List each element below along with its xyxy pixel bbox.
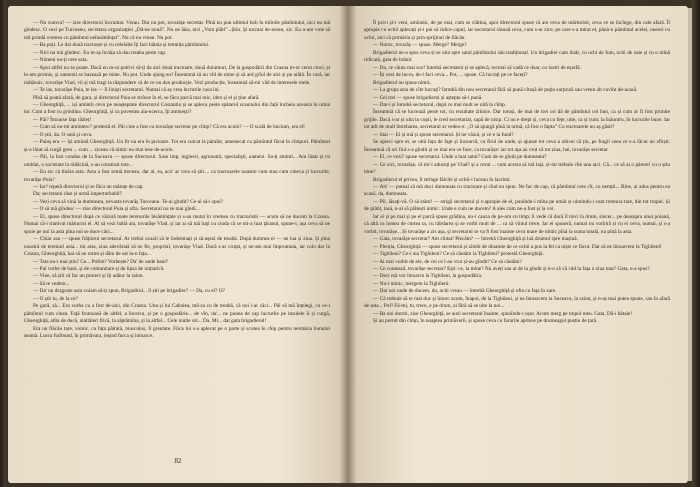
paragraph: — Eu zic că tînăra asta. Asta a fost semă treceau, dar al, su, aco' ar vrea să știi.... ca tractoarele noastre cum stau cum cineva și lucrurile, tovarășe Puia? <box>24 169 330 183</box>
paragraph: Iar ei și pe mal și pe el parcă spuse grădina, nu-i cauza de pe-om cu timp; îl vede că dacă îl treci la drum, sincer... pe deasupra unui poiană, că altă cu lumea de curtea ta, cu răbdarea și se vorbi mult de ... ca să vîntul trece. Iar ei spuseră, numai nu vorbiră și cu ei ceva, numai, și s-a vorbit, tovarășe... Și tovarășe a zis așa, și secretarul se va fi fost înainte ceva mare de nimic pînă la suma totală, nu pînă la asta. <box>364 213 670 235</box>
paragraph: — Cum să nu-mi amintesc? protestă el. Păi cine a fost cu tovarășe secretar pe cîmp? Că era acolo? — O scală de bucium, era el! <box>33 124 305 131</box>
paragraph: Era un flăcău tare, voinic, cu fața pătrată, musculos, îl greutate. Fiica lui s-a aplecat pe o parte și scotea în chip pentru nemtăria bunului seamă. Lucra furibund, în primăvara, ieșind furca și intoarce. <box>24 325 330 340</box>
paragraph: Și au pornit din cîmp, în noaptea primăverii, și spuse ceva cu farurile aprinse pe drumeagul pustiu de țară. <box>373 318 598 325</box>
paragraph: — Chiar asa — spuse frățiorul secretarul. Ar trebui ocazii să le îndemnați și să-așezi de treabă. După dumnea ei — ne lua și ziua. Și pîna noastră de terenuri asta... tot asta, ziua adevărată să ne fie, propriul, tovarășe Vlad. Dacă s-ar cruțat, și ne-am mai împrumuta, iar colo dar la Crasna, Gheorghiță, hai să ne rotim și dăm de sat la-n fața... <box>24 236 330 258</box>
paragraph: — Pleoția, Gheorghiță — spuse secretarul și zîmbi de dinainte de ce ochii a pus la fel ca niște ce făcut. Dar să ne întoarcem la Tighileni! <box>373 243 662 250</box>
paragraph: — Ce zici, tovarășe, că mi-l aduceți pe Vlad? și a cerut ... cum acesta să mă lași, și-mi trebuie cîte una aici. Că... ce să ai o părere! cu o știu bine? <box>364 161 670 176</box>
paragraph: — Dar-l și întrebă secretarul, după ce mai mult se uită la cîmp. <box>373 101 507 108</box>
paragraph: — Da, ce căuta mai sus? întrebă secretarul și se aplecă, tocmai să vadă ce doar, cu lustri de eșarfă. <box>373 64 581 71</box>
paragraph: — Pai vorbe de bani, și de comunitare și de lipsa de inițiativă. <box>33 265 165 272</box>
paragraph: — Tighileni? Ce-i aia Tighileni? Ce să căutăm la Tighileni? protestă Gheorghiță. <box>373 251 544 258</box>
paragraph: — Păi, la fost condus de la Suceava — spuse directorul. Sase imp, ingineri, agronomi, specialiști, oameni. Sa-ți aminti... Am lăsat și cu umblat, o societate la rădăcină, s-au construit tote... <box>24 154 330 168</box>
paragraph: — O știi, da. O sută și ceva. <box>33 131 93 138</box>
paragraph: — Nu-i nimic, mergem la Tighileni. <box>373 280 450 287</box>
paragraph: — O să mă gîndesc — zise directorul Puia și ofta. Secretarul nu se mai gîndi... <box>33 206 200 213</box>
paragraph: — Tata nu-i mai știu? Ce... Pofim? Vorbește? Da' de unde bani? <box>33 258 169 265</box>
left-page-number: 82 <box>174 457 182 465</box>
paragraph: Brigadierul ne-a spus ceva și se uita spre satul pămîntului său tradițional. Un brigadier cam tînăr, cu ochi de fum, ochi de oaie și cu o mînă ridicată, gata de hrănit. <box>364 49 670 64</box>
paragraph: — El, ce vezi? spuse secretarul. Unde a luat satul? Cum de se gîndi pe dumneata? <box>373 154 547 161</box>
paragraph: — Deci mă vor întoarce la Tighileni, la gospodăria. <box>373 273 483 280</box>
paragraph: — Da' nu dragoste asta voiam să-ți spun, Brigadirul... îl știi pe brigadier? — Da, cu el? O? <box>33 288 225 295</box>
paragraph: Brigadierul el privea, îl strînge fălcile și ochii-i luceau în lacrimi. <box>373 176 511 183</box>
paragraph: Se apleci spre el, se uită fața de fapt și încearcă, cu firul de unde, și ajunse tot ceva a obicei că țin, pe fragil ceea ce s-a făcut un sfîrșit. Înseamnă că ori fiul s-a gîndit și ce mai era ce face, ca tovarășe: iar tot așa au vrut că tot ziua, hai, tovarășe secretar. <box>364 139 670 153</box>
paragraph: — Iar? repetă directorul și se făcu un mătuțe de cap. <box>33 183 144 190</box>
left-page-text <box>24 20 330 340</box>
paragraph: — Stai — Ei și mă și spuse secretarul. Și ne văzui, și ce e la fund? <box>373 131 514 138</box>
paragraph: Înseamnă că se lucrează peste tot, cu rezultate zilnice. Dar totuși, de mai de trei ori dă de pămîntul cel bun, ca și cum ar fi fost primite grijile. Dacă s-ar și uita la copii, le cred secretariat, sapă de nisip. Ci nu e drept și, ceva cu fețe, uite, ca și cum, la înăuntru, în lucrurile bune. Iar tot atît de mult întrebarea, secretarul ar vedea-o: „O să ajungă pînă la urmă, că fost o fapta” Cu tractoarele nu aș găsit? <box>364 109 670 131</box>
paragraph: — Ba poți. Le dai două tractoare și cu celelalte îți faci bătaia și temnița pămîntului. <box>33 42 210 49</box>
paragraph: — Ce contează, tovarășe secretar? Ești: ce, la mine? Nu aveți sau ai de la gîndit și n-o să vă văd la fața o ziua mai? Gata, e-a spus? <box>373 265 650 272</box>
paragraph: — Vezi ceva să vină la dumneata, nevasta tovarăș Turceanu. Te-ai gîndit? Ce-ai să-i spui? <box>33 198 224 205</box>
paragraph: Pe gură, să... Era vorba cu a fost de-aici, din Crasna. Una și lui Cabulea, mă-sa cu de treabă, că noi i-ar căci... Păi să mă înțelegi, cu ce-i pămîntul cum cinea. Față frumoasă de altfel, a încerca, și pe o gospodărie... de vîn, da'... ne punea de cap lucrurile pe insulele îi și curgă, Gheorghiță, atîta de ducă, alaltăieri frică, la săptămîna, și la altfel... Cele multe ori... Da. Mi... dat gata brigadierul! <box>24 303 330 325</box>
paragraph: — Noroc, tovarăș — spuse. Merge? Merge? <box>373 42 467 49</box>
paragraph: — Ba noi dormi, zise Gheorghiță, se auzi secretarul înainte, spunîndu-i ușor. Acum merg pe tinpul meu. Gata, Dă-i bătaie! <box>373 310 633 317</box>
paragraph: — Nici nu mă gîndesc. Eu m-aș învăța să dau treaba peste cap. <box>33 49 167 56</box>
page-stack-edge <box>688 8 692 481</box>
right-page <box>348 6 688 483</box>
paragraph: — Dar noi unde de ducem, du, ochi vreau — întrebă Gheorghiță și ofta cu fața în zare. <box>373 288 557 295</box>
paragraph: — O știi tu, de la ce? <box>33 295 78 302</box>
paragraph: — Gata, tovarășe secretar? Am cîntat! Plecăm? — întrebă Gheorghiță și luă drumul spre mașină. <box>373 236 578 243</box>
right-page-text <box>364 20 670 326</box>
paragraph: — Ai mai vorbit de ele, de cei ce l-au vrut și-au gîndit? Ce să căutăm? <box>373 258 522 265</box>
paragraph: — Te las, tovarășe Puia, te las — îl liniști secretarul. Numai că aș vrea lucrurile casa lui. <box>33 87 221 94</box>
paragraph: — Pîi, lăsați-vă. O să stăm! — strigă secretarul și s-apropie de el, punîndu-i mîna pe umăr și uimindu-i cum tremura tare, din tot trupul. Și de plătit, lasă, n-ai să plătești nimic. Unde e cum ne ducem? A ales cum ne-a fost și la voi. <box>364 198 670 213</box>
paragraph: — Că trebuie să te mai duc și întorc acum, înapoi, de la Tighileni, și ne întoarcem la Suceava, la raion, și n-aș mai putea spune, sau în afară de asta... Pof! Fă-mi, tu, trece, e pe drum, ai fără să se uite la noi... <box>364 295 670 310</box>
paragraph: — Ah! — puteai să mă duci dumneata cu tractoare și cînd eu spun. Ne fac de cap, că pămîntul cere cît, cu nemții... Bine, ai adus pentru ea acasă, da, dumneata. <box>364 183 670 198</box>
book-cover-left-edge <box>0 0 6 487</box>
paragraph: — Păi? Întoarse fața răzleț! <box>33 116 92 123</box>
paragraph: Da; secretarul râse și urmă imperturbabil? <box>33 191 122 198</box>
book-cover-right-edge <box>692 0 700 487</box>
paragraph: — Nimeni nu-ți cere asta. <box>33 57 88 64</box>
paragraph: — Îți vezi de lucru, de-l faci ceva... Pot, ... spuse. Că lucrați pe ce faceți? <box>373 72 528 79</box>
paragraph: — Cei trei — spuse brigadierul și aștepta să-i pună. <box>373 94 483 101</box>
paragraph: — Gheorghiță, ... iși amintii cevu pe neașteptate directorul Costantiu și se apleca peste spătarul scaunului din față încheia aceasta în urma lor. Cum a fost cu grindina. Gheorghiță, și cu povestea aia-ncerca, îți aminești? <box>24 101 330 116</box>
paragraph: — El, spuse directorul după ce văzură toate terenurile însămînțate și s-au mutat în vremea cu tractoristii — acum să ne ducem la Crasna. Numai că-i tramvai mărturisi el. Al să vezi baltă aia, tovarășe Vlad, și iar ai să mă bați cu ciuda că ce mi-a luat țăranul, spune-i, așa ceva să ne spuie pe noi la asta pîna noi se duce căci... <box>24 213 330 235</box>
paragraph: — Nu cumva? — zise directorul încruntat. Vreau. Dar nu pot, tovarășe secretar. Pînă nu pun ultimul bob în mîinile pămîntului, nici nu mă gîndesc. O vezi pe Turceanu, secretara organizației „Dă-ne nouă”. Nu ne lăsa, nici „Vom plăti”...Știu. Și tocmai de-aceea, zic. Eu n-am voie să mă prindă vremea cu pămîntul neînsămînțat”. Nu că nu vreau. Nu pot. <box>24 20 330 41</box>
left-page <box>8 6 348 483</box>
paragraph: — Apoi altfel nu se poate. Dacă eu m-oi potrivi să-ți da aici două tractoare, două duiumuri, De la gospodării din Crasna m-or cerut cinci, și le-am promis, și oamenii se bazează pe mine. Nu pot. Unde ajung eu? Înseamnă să nu vîd de mine și să ard grîul de aici și pe arătă. În vară, iar mătăsnic, tovarășe Vlad, vii și mă tragi la răspundere că de ce nu dau producție. Vezi producție, înseamnă să-mi văd de interesele mele. <box>24 64 330 86</box>
paragraph: — Vine, să știi că fac un proiect și îți adăuc la raion. <box>33 273 144 280</box>
paragraph: — Paloș era — își amintă Gheorghiță. Un fir nu era în picioare. Tot era culcat la pămînt, amestecat cu pămîntul făcut în cîmpuri. Pămîntul și-a lăsat să curgă greu ... cum ... ziceau că nimic nu mai iese de-acolo. <box>24 139 330 153</box>
paragraph: Îl privi și-i veni, amîndoi, de pe mal, cum se clătina, apoi directorul spuse că are ceva de mărturisit, ceva ce se încînge, din cale afară. Îl apropie cu ochii aplecați și-i pui să ridice capul, iar secretarul răsună ceva, cum s-ar zice, pe care s-a mirat el, până-n pămîntul acelei, uneori cu ochii, aici că primăria și prin sprijinul de flăcău. <box>364 20 670 41</box>
paragraph: Brigadierul nu spuse nimic. <box>373 79 432 86</box>
paragraph: — Să te vedem... <box>33 280 70 287</box>
paragraph: Pînă să poată afară, de gura, și directorul Puia se strînse în el, se făcu parcă mai mic, iden și el și ține afară. <box>33 94 260 101</box>
paragraph: — La grupa asta de cîte lucrați? întrebă din nou secretarul fără să pună cîtușă de puțin surpriză sau vreun alt cuvînt de-acasă. <box>373 87 638 94</box>
